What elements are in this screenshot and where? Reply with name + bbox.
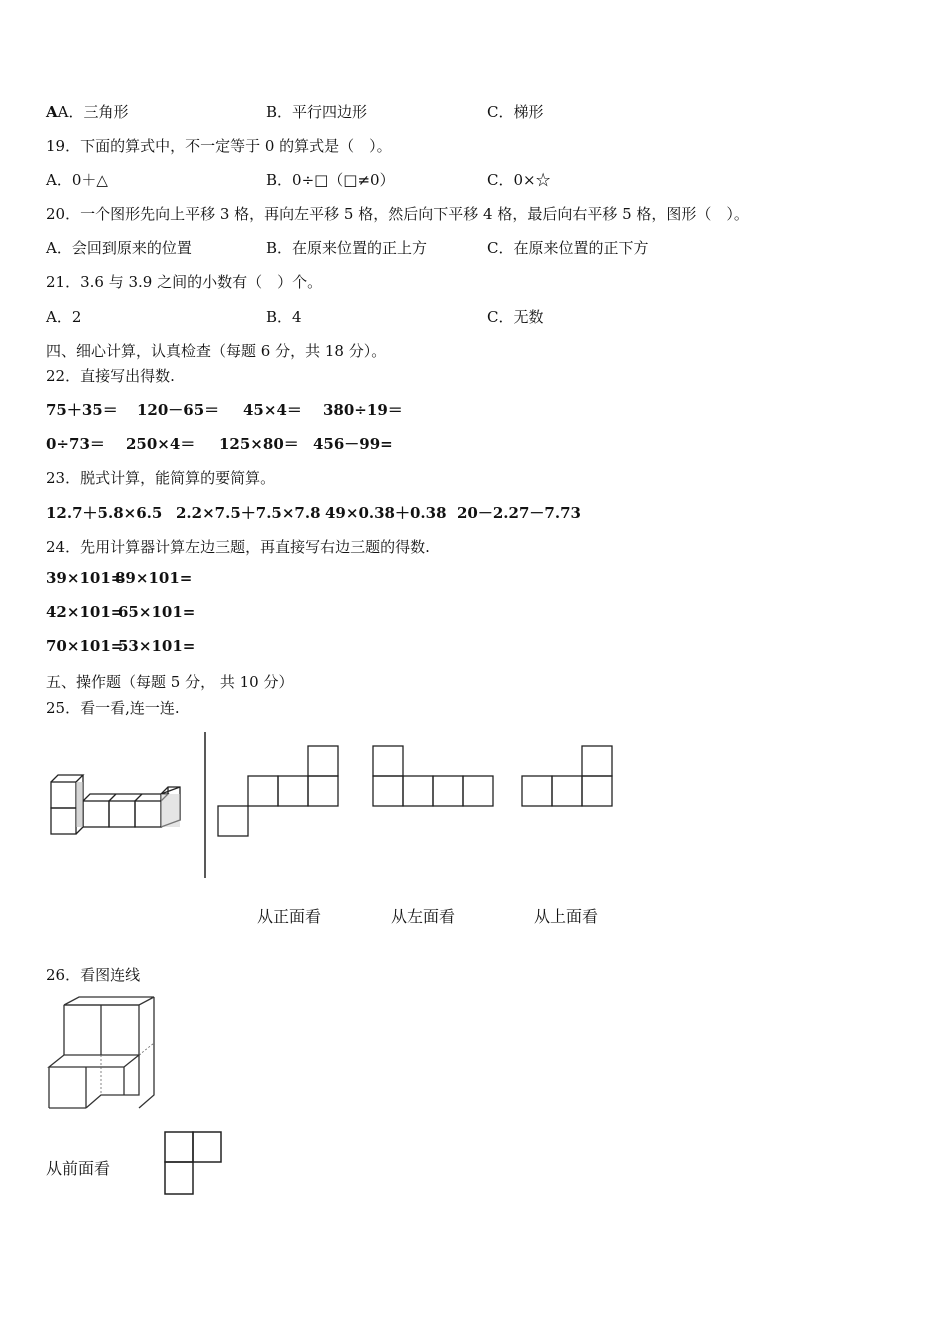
q21-stem: 21．3.6 与 3.9 之间的小数有（ ）个。	[46, 273, 323, 291]
q25-cube-figure	[46, 770, 186, 840]
q24-stem: 24．先用计算器计算左边三题，再直接写右边三题的得数.	[46, 538, 430, 556]
q20-option-c: C．在原来位置的正下方	[487, 239, 649, 257]
q22-item: 125×80＝	[219, 435, 299, 453]
q24-item: 89×101=	[115, 569, 193, 587]
q25-stem: 25．看一看,连一连.	[46, 699, 180, 717]
q23-item: 20－2.27－7.73	[457, 504, 581, 522]
q25-label-top: 从上面看	[534, 907, 599, 926]
q24-item: 53×101=	[118, 637, 196, 655]
q26-stem: 26．看图连线	[46, 966, 141, 984]
q25-view-shape-1	[215, 742, 345, 842]
q25-view-shape-3	[519, 742, 619, 812]
q19-option-b: B．0÷□（□≠0）	[266, 171, 395, 189]
section-4-heading: 四、细心计算，认真检查（每题 6 分，共 18 分）。	[46, 342, 387, 360]
q19-option-a: A．0＋△	[46, 171, 108, 189]
q20-option-b: B．在原来位置的正上方	[266, 239, 428, 257]
q21-option-a: A．2	[46, 308, 82, 326]
q22-item: 380÷19＝	[323, 401, 403, 419]
q22-item: 0÷73＝	[46, 435, 105, 453]
q23-item: 12.7＋5.8×6.5	[46, 504, 163, 522]
q23-item: 2.2×7.5＋7.5×7.8	[176, 504, 321, 522]
q26-view-shape	[162, 1128, 226, 1198]
q25-divider-line	[200, 730, 210, 880]
q23-stem: 23．脱式计算，能简算的要简算。	[46, 469, 276, 487]
q24-item: 39×101=	[46, 569, 124, 587]
q22-item: 45×4＝	[243, 401, 302, 419]
q19-stem: 19．下面的算式中，不一定等于 0 的算式是（ ）。	[46, 137, 392, 155]
q22-item: 250×4＝	[126, 435, 196, 453]
section-5-heading: 五、操作题（每题 5 分， 共 10 分）	[46, 673, 294, 691]
q24-item: 70×101=	[46, 637, 124, 655]
q18-option-a-text: A．三角形	[57, 103, 129, 121]
q24-item: 65×101=	[118, 603, 196, 621]
q20-option-a: A．会回到原来的位置	[46, 239, 192, 257]
q21-option-b: B．4	[266, 308, 302, 326]
q26-solid-figure	[46, 995, 158, 1113]
q19-option-c: C．0×☆	[487, 171, 551, 189]
q21-option-c: C．无数	[487, 308, 544, 326]
q22-item: 120－65＝	[137, 401, 220, 419]
q25-label-left: 从左面看	[391, 907, 456, 926]
q22-stem: 22．直接写出得数.	[46, 367, 175, 385]
q22-item: 456－99=	[313, 435, 393, 453]
q26-label-front: 从前面看	[46, 1159, 111, 1178]
q24-item: 42×101=	[46, 603, 124, 621]
q18-option-a: AA．三角形	[46, 103, 129, 121]
q23-item: 49×0.38＋0.38	[325, 504, 447, 522]
q25-label-front: 从正面看	[257, 907, 322, 926]
q25-view-shape-2	[370, 742, 500, 812]
q18-option-c: C．梯形	[487, 103, 544, 121]
q22-item: 75＋35＝	[46, 401, 118, 419]
q20-stem: 20．一个图形先向上平移 3 格，再向左平移 5 格，然后向下平移 4 格，最后向右平移 5 格，图形（ ）。	[46, 205, 749, 223]
q18-option-b: B．平行四边形	[266, 103, 368, 121]
